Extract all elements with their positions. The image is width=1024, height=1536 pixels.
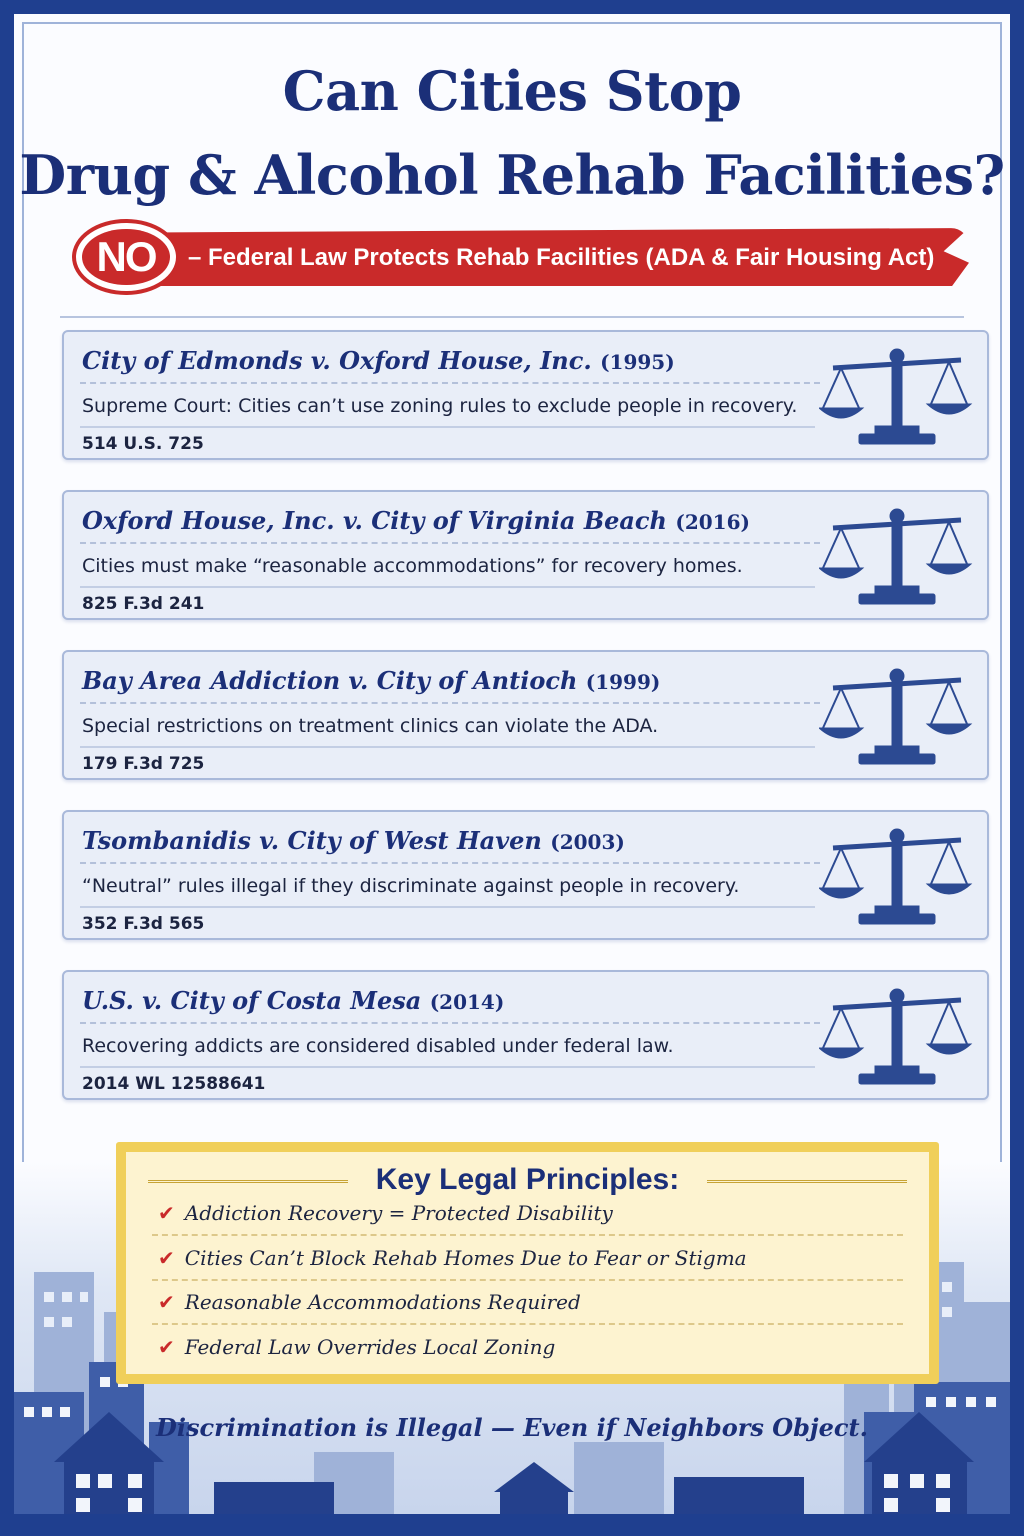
divider [80,702,820,704]
principle-item [158,1287,581,1317]
case-name: U.S. v. City of Costa Mesa [82,986,422,1015]
case-card [62,650,989,780]
case-citation: 179 F.3d 725 [82,754,205,774]
case-description: Supreme Court: Cities can’t use zoning rules to exclude people in recovery. [82,395,798,417]
divider [152,1279,903,1281]
page-title-line-2: Drug & Alcohol Rehab Facilities? [19,143,1005,207]
case-card [62,810,989,940]
case-citation: 514 U.S. 725 [82,434,204,454]
principle-text: Federal Law Overrides Local Zoning [184,1335,556,1359]
case-title [82,344,675,379]
scales-of-justice-icon [819,666,975,770]
scales-of-justice-icon [819,986,975,1090]
case-description: Recovering addicts are considered disabled under federal law. [82,1035,674,1057]
case-name: Tsombanidis v. City of West Haven [82,826,542,855]
principle-item [158,1332,555,1362]
case-title [82,504,750,539]
case-year: (2016) [675,510,750,534]
divider [80,746,815,748]
principle-text: Addiction Recovery = Protected Disability [184,1201,613,1225]
key-principles-box [116,1142,939,1384]
case-citation: 2014 WL 12588641 [82,1074,266,1094]
principle-text: Reasonable Accommodations Required [184,1290,581,1314]
case-citation: 352 F.3d 565 [82,914,205,934]
principle-item [158,1243,747,1273]
case-year: (1999) [585,670,661,694]
divider [80,1066,815,1068]
case-description: “Neutral” rules illegal if they discriminate against people in recovery. [82,875,740,897]
banner-text: – Federal Law Protects Rehab Facilities (ADA & Fair Housing Act) [188,244,935,271]
checkmark-icon: ✔ [158,1335,175,1359]
principle-text: Cities Can’t Block Rehab Homes Due to Fear or Stigma [184,1246,747,1270]
divider [80,426,815,428]
case-title [82,824,625,859]
case-year: (2003) [550,830,625,854]
case-name: Bay Area Addiction v. City of Antioch [82,666,578,695]
checkmark-icon: ✔ [158,1201,175,1225]
section-divider [60,316,964,318]
case-card [62,490,989,620]
case-year: (2014) [429,990,505,1014]
divider [80,1022,820,1024]
case-card [62,970,989,1100]
divider [152,1323,903,1325]
no-badge [72,219,180,295]
no-badge-label: NO [96,233,156,280]
divider [80,542,820,544]
divider [80,862,820,864]
case-title [82,984,504,1019]
case-name: City of Edmonds v. Oxford House, Inc. [82,346,592,375]
case-year: (1995) [600,350,675,374]
divider [152,1234,903,1236]
case-card [62,330,989,460]
case-title [82,664,660,699]
scales-of-justice-icon [819,826,975,930]
checkmark-icon: ✔ [158,1290,175,1314]
case-description: Cities must make “reasonable accommodations” for recovery homes. [82,555,743,577]
key-principles-title: Key Legal Principles: [375,1163,680,1196]
case-name: Oxford House, Inc. v. City of Virginia Beach [82,506,667,535]
checkmark-icon: ✔ [158,1246,175,1270]
case-citation: 825 F.3d 241 [82,594,205,614]
principle-item [158,1198,613,1228]
divider [80,586,815,588]
divider [80,382,820,384]
footer-statement: Discrimination is Illegal — Even if Neighbors Object. [156,1413,868,1442]
page-title-line-1: Can Cities Stop [282,59,742,123]
case-description: Special restrictions on treatment clinics can violate the ADA. [82,715,659,737]
scales-of-justice-icon [819,506,975,610]
divider [80,906,815,908]
scales-of-justice-icon [819,346,975,450]
